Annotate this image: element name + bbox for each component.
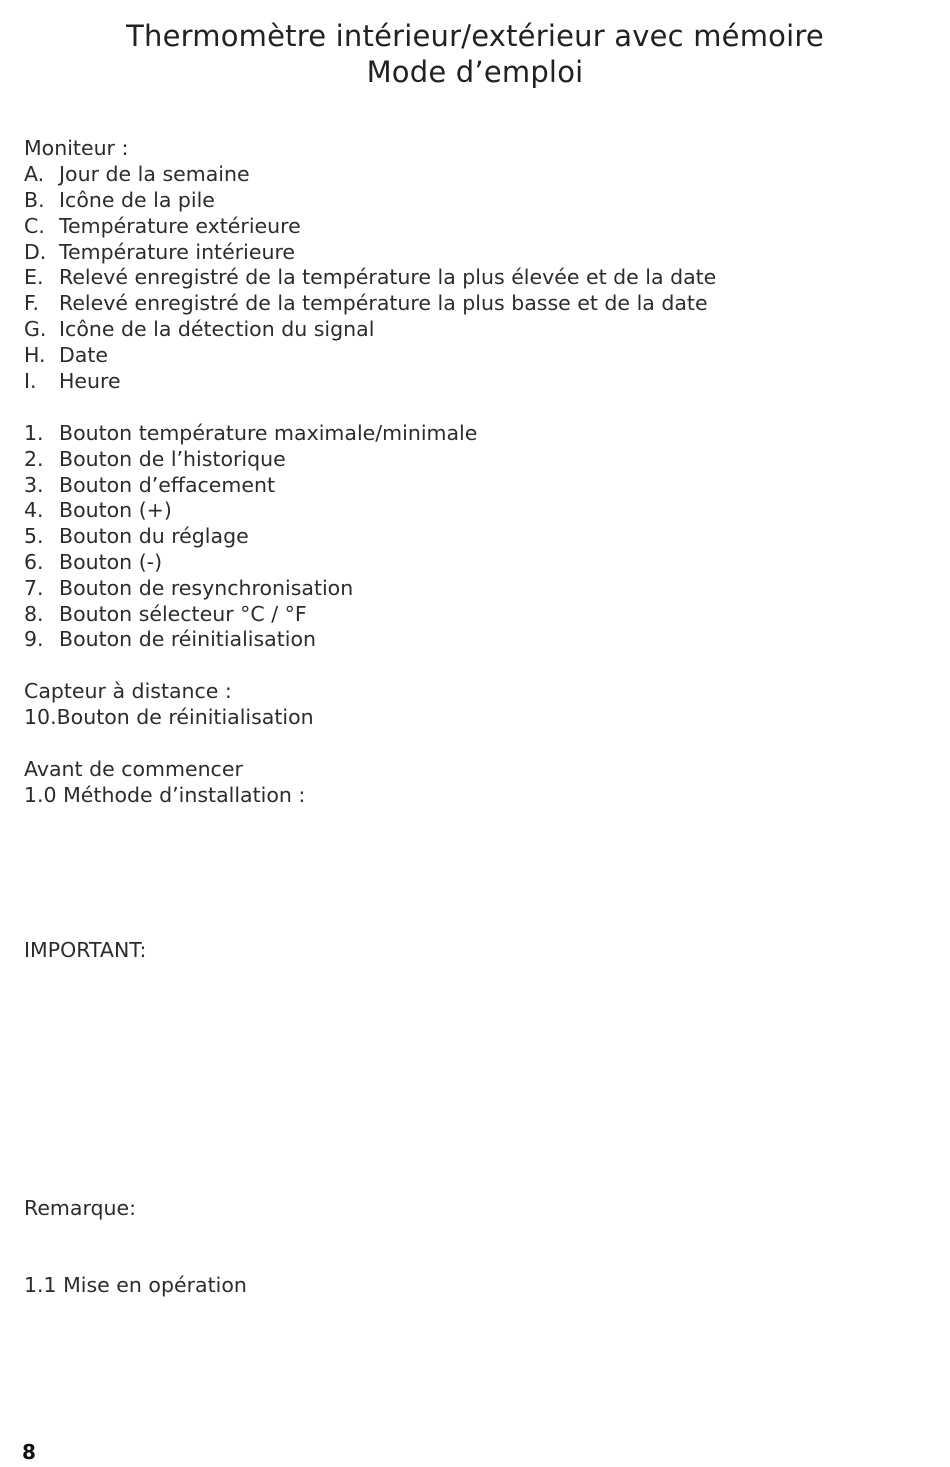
button-item-label: 3. [24,473,44,497]
button-item-label: 7. [24,576,44,600]
monitor-item-label: G. [24,317,47,341]
monitor-item-text: Icône de la pile [59,188,215,212]
important-heading: IMPORTANT: [24,938,147,962]
button-item-text: Bouton d’effacement [59,473,276,497]
operation-heading: 1.1 Mise en opération [24,1273,247,1297]
monitor-item-label: D. [24,240,47,264]
sensor-item: 10.Bouton de réinitialisation [24,705,314,729]
button-item-label: 2. [24,447,44,471]
monitor-heading: Moniteur : [24,136,129,160]
monitor-item-label: H. [24,343,46,367]
remark-heading: Remarque: [24,1196,137,1220]
button-item-label: 8. [24,602,44,626]
button-item [24,601,307,627]
monitor-item-label: F. [24,291,40,315]
button-item-label: 4. [24,498,44,522]
monitor-item [24,368,121,394]
monitor-item-label: A. [24,162,45,186]
button-item-text: Bouton de l’historique [59,447,286,471]
button-item-label: 6. [24,550,44,574]
monitor-item-text: Température extérieure [59,214,301,238]
monitor-item [24,187,215,213]
page-number: 8 [22,1440,36,1464]
monitor-item-text: Icône de la détection du signal [59,317,375,341]
before-heading: Avant de commencer [24,757,243,781]
button-item-text: Bouton (-) [59,550,163,574]
monitor-item-text: Relevé enregistré de la température la plus élevée et de la date [59,265,717,289]
button-item-text: Bouton de resynchronisation [59,576,354,600]
button-item [24,472,275,498]
button-item-text: Bouton (+) [59,498,172,522]
monitor-item [24,213,301,239]
button-item [24,420,477,446]
monitor-item-label: I. [24,369,37,393]
button-item [24,549,162,575]
button-item [24,523,249,549]
document-title: Thermomètre intérieur/extérieur avec mémoire [126,19,824,53]
button-item-text: Bouton de réinitialisation [59,627,317,651]
monitor-item-label: C. [24,214,45,238]
button-item-text: Bouton du réglage [59,524,249,548]
button-item-text: Bouton température maximale/minimale [59,421,478,445]
monitor-item [24,161,250,187]
monitor-item-text: Température intérieure [59,240,296,264]
monitor-item [24,239,295,265]
document-subtitle: Mode d’emploi [366,55,584,89]
monitor-item-text: Date [59,343,108,367]
monitor-item [24,290,708,316]
install-heading: 1.0 Méthode d’installation : [24,783,306,807]
monitor-item [24,316,374,342]
monitor-item-label: B. [24,188,45,212]
button-item [24,446,286,472]
monitor-item [24,264,716,290]
button-item-label: 1. [24,421,44,445]
sensor-heading: Capteur à distance : [24,679,232,703]
button-item [24,575,353,601]
button-item [24,626,316,652]
button-item-label: 9. [24,627,44,651]
monitor-item-text: Jour de la semaine [59,162,250,186]
button-item-text: Bouton sélecteur °C / °F [59,602,307,626]
button-item [24,497,172,523]
monitor-item-text: Relevé enregistré de la température la plus basse et de la date [59,291,708,315]
monitor-item-label: E. [24,265,44,289]
monitor-item [24,342,108,368]
button-item-label: 5. [24,524,44,548]
monitor-item-text: Heure [59,369,121,393]
